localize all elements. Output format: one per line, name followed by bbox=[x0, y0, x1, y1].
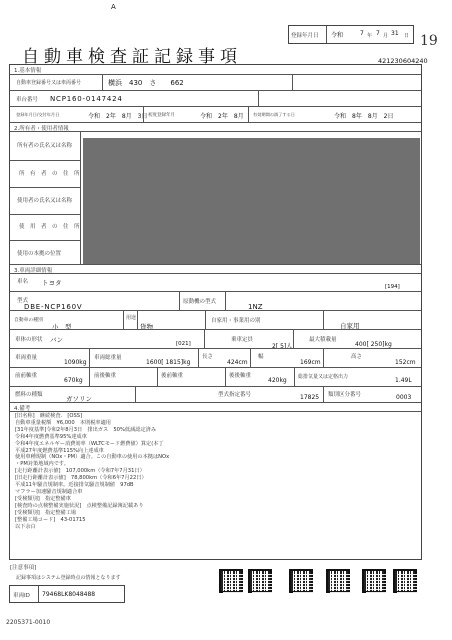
capacity-value: 2[ 5]人 bbox=[272, 343, 293, 350]
redaction-block bbox=[83, 138, 420, 264]
notes-text: 記録事項はシステム登録時点の情報となります bbox=[16, 575, 121, 581]
remark-line: [整備工場コード] 43-01715 bbox=[15, 516, 86, 523]
issue-date-day: 31 bbox=[391, 30, 399, 37]
remark-line: 自動車重量税額 ¥6,000 本則税率適用 bbox=[15, 419, 111, 426]
rear-front-axle-label: 後前軸重 bbox=[161, 373, 184, 379]
chassis-value: NCP160-0147424 bbox=[50, 95, 123, 103]
handwritten-number: 19 bbox=[420, 33, 438, 49]
issue-date-year-unit: 年 bbox=[367, 33, 373, 39]
issue-date-box bbox=[288, 25, 414, 44]
fuel-value: ガソリン bbox=[66, 395, 92, 403]
shape-label: 車体の形状 bbox=[15, 337, 43, 343]
qr-code-icon bbox=[219, 569, 243, 593]
section3-header: 3.車両詳細情報 bbox=[14, 268, 53, 274]
length-label: 長さ bbox=[202, 354, 214, 360]
vehicle-id-box bbox=[9, 585, 125, 603]
remarks-list bbox=[15, 413, 315, 530]
first-year-label: 初度登録年月 bbox=[148, 113, 175, 118]
type-number-label: 型式指定番号 bbox=[218, 392, 252, 398]
qr-code-icon bbox=[326, 569, 350, 593]
remark-line: [走行距離計表示値] 107,000km（令和7年7月31日） bbox=[15, 468, 145, 475]
remark-line: [31年度基準]令和2年8月3日 排出ガス 50%低減認定済み bbox=[15, 426, 157, 433]
model-label: 型式 bbox=[17, 298, 29, 304]
base-location-label: 使用の本拠の位置 bbox=[17, 251, 62, 257]
remark-line: マフラー加速騒音規制適合車 bbox=[15, 488, 83, 495]
maker-value: トヨタ bbox=[42, 279, 62, 287]
length-value: 424cm bbox=[227, 359, 248, 366]
max-load-value: 400[ 250]kg bbox=[355, 341, 392, 348]
gross-weight-value: 1600[ 1815]kg bbox=[146, 359, 191, 366]
maker-label: 車名 bbox=[17, 279, 29, 285]
jikayo-value: 自家用 bbox=[340, 322, 360, 330]
owner-name-label: 所有者の氏名又は名称 bbox=[17, 143, 73, 149]
max-load-label: 最大積載量 bbox=[309, 337, 337, 343]
remark-line: 以下余白 bbox=[15, 523, 36, 530]
issue-date-label: 登録年月日 bbox=[291, 33, 319, 39]
section2-header: 2.所有者・使用者情報 bbox=[14, 126, 69, 132]
top-mark: A bbox=[111, 3, 116, 11]
remark-line: [旧名称] 継続検査. [OSS] bbox=[15, 413, 83, 419]
expiry-value: 令和 8年 8月 2日 bbox=[334, 113, 394, 120]
weight-label: 車両重量 bbox=[15, 355, 38, 361]
first-year-value: 令和 2年 8月 bbox=[200, 113, 244, 120]
remark-line: 令和4年度燃費基準95%達成車 bbox=[15, 433, 87, 440]
front-axle-value: 670kg bbox=[64, 377, 83, 384]
notes-header: [注意事項] bbox=[10, 565, 37, 571]
rear-axle-label: 後後軸重 bbox=[229, 373, 252, 379]
first-reg-label: 登録年月日/交付年月日 bbox=[16, 112, 60, 117]
height-label: 高さ bbox=[351, 354, 363, 360]
remark-line: [旧走行距離計表示値] 78,800km（令和6年7月22日） bbox=[15, 475, 147, 482]
use-value: 貨物 bbox=[140, 323, 153, 331]
document-title: 自動車検査証記録事項 bbox=[22, 47, 242, 67]
qr-code-icon bbox=[393, 569, 417, 593]
issue-date-era: 令和 bbox=[331, 32, 344, 39]
plate-value: 横浜 430 さ 662 bbox=[108, 79, 184, 87]
displacement-value: 1.49L bbox=[395, 377, 412, 384]
issue-date-day-unit: 日 bbox=[404, 33, 410, 39]
issue-date-month-unit: 月 bbox=[383, 33, 389, 39]
qr-code-icon bbox=[362, 569, 386, 593]
kind-value: 小 型 bbox=[52, 323, 72, 331]
remark-line: [検査時の点検整備実施状況] 点検整備記録簿記載あり bbox=[15, 502, 144, 509]
chassis-label: 車台番号 bbox=[16, 97, 39, 103]
class-number-label: 類別区分番号 bbox=[328, 392, 362, 398]
kind-label: 自動車の種別 bbox=[14, 318, 43, 323]
remark-line: 令和4年度エネルギー消費効率（WLTCモード燃費値）算定(本丁 bbox=[15, 440, 164, 447]
fuel-label: 燃料の種類 bbox=[15, 392, 43, 398]
main-frame bbox=[9, 64, 422, 560]
jikayo-label: 自家用・事業用の別 bbox=[211, 318, 261, 324]
vehicle-id-label: 車両ID bbox=[13, 593, 30, 599]
width-value: 169cm bbox=[300, 359, 321, 366]
model-value: DBE-NCP160V bbox=[24, 303, 83, 311]
maker-code: [194] bbox=[385, 284, 400, 290]
engine-label: 原動機の型式 bbox=[183, 299, 217, 305]
remark-line: 使用車種規制（NOx・PM）適合。この自動車の使用の本拠はNOx bbox=[15, 454, 170, 461]
shape-value: バン bbox=[50, 336, 63, 344]
qr-code-icon bbox=[289, 569, 313, 593]
height-value: 152cm bbox=[395, 359, 416, 366]
class-number-value: 0003 bbox=[396, 394, 412, 401]
width-label: 幅 bbox=[258, 354, 264, 360]
type-number-value: 17825 bbox=[300, 394, 320, 401]
vehicle-id-value: 79468LK8048488 bbox=[42, 591, 96, 598]
remark-line: 平成11年騒音規制車。近接排気騒音規制値 97dB bbox=[15, 482, 134, 489]
shape-code: [021] bbox=[176, 341, 191, 347]
displacement-label: 総排気量又は定格出力 bbox=[298, 374, 349, 380]
issue-date-month: 7 bbox=[376, 30, 380, 37]
qr-code-icon bbox=[248, 569, 272, 593]
section1-header: 1.基本情報 bbox=[14, 68, 42, 74]
remark-line: 平成27年度燃費基準115%向上達成車 bbox=[15, 447, 104, 454]
remark-line: [受検類別] 指定整備工場 bbox=[15, 509, 77, 516]
document-number: 421230604240 bbox=[378, 57, 428, 65]
expiry-label: 有効期間の満了する日 bbox=[253, 112, 295, 117]
user-name-label: 使用者の氏名又は名称 bbox=[17, 198, 73, 204]
gross-weight-label: 車両総重量 bbox=[94, 355, 122, 361]
front-rear-axle-label: 前後軸重 bbox=[94, 373, 117, 379]
user-address-label: 使 用 者 の 住 所 bbox=[19, 224, 80, 230]
rear-axle-value: 420kg bbox=[268, 377, 287, 384]
section4-header: 4.備考 bbox=[14, 406, 31, 412]
weight-value: 1090kg bbox=[64, 359, 87, 366]
first-reg-value: 令和 2年 8月 3日 bbox=[88, 113, 148, 120]
remark-line: ・PM対策地域内です。 bbox=[15, 461, 69, 468]
use-label: 用途 bbox=[126, 315, 137, 321]
owner-address-label: 所 有 者 の 住 所 bbox=[19, 171, 80, 177]
issue-date-year: 7 bbox=[360, 30, 364, 37]
footer-code: 2205371-0010 bbox=[6, 619, 51, 626]
plate-label: 自動車登録番号又は車両番号 bbox=[16, 80, 82, 86]
front-axle-label: 前前軸重 bbox=[15, 373, 38, 379]
remark-line: [受検類別] 指定整備車 bbox=[15, 495, 71, 502]
engine-value: 1NZ bbox=[248, 303, 263, 311]
capacity-label: 乗車定員 bbox=[231, 337, 254, 343]
